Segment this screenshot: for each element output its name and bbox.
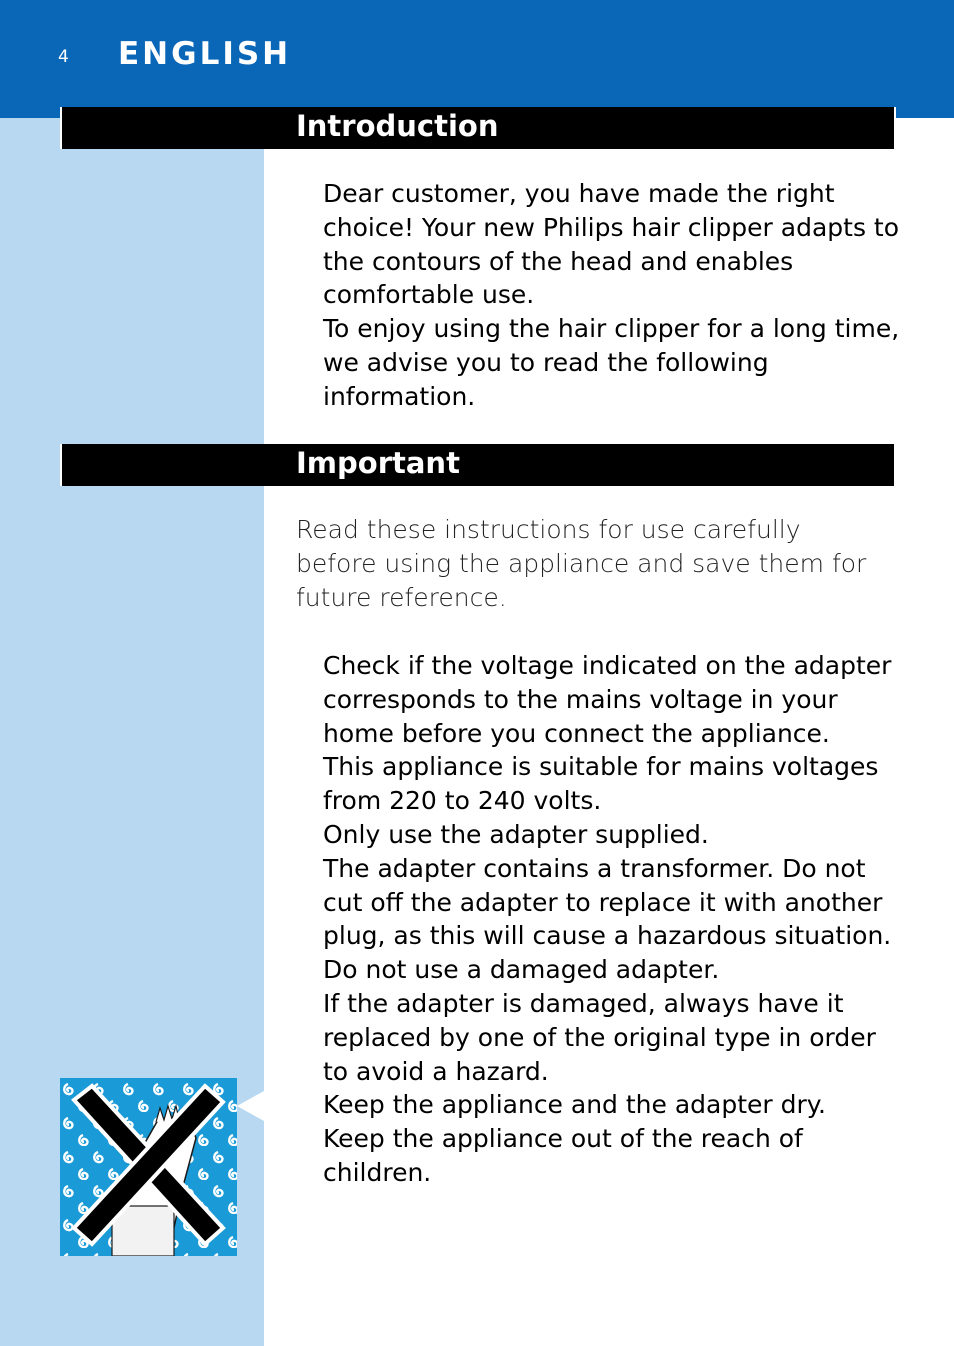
list-item: Do not use a damaged adapter. bbox=[323, 955, 720, 985]
section-title-introduction: Introduction bbox=[296, 109, 499, 143]
list-item: Only use the adapter supplied. bbox=[323, 819, 709, 849]
list-item: If the adapter is damaged, always have it replaced by one of the original type in order to avoid a hazard. bbox=[323, 988, 876, 1086]
list-item: The adapter contains a transformer. Do not cut off the adapter to replace it with another plug, as this will cause a hazardous situation. bbox=[323, 853, 892, 951]
important-lead: Read these instructions for use carefully before using the appliance and save them for future reference. bbox=[296, 515, 867, 612]
list-item: Keep the appliance out of the reach of children. bbox=[323, 1124, 803, 1187]
intro-paragraph: Dear customer, you have made the right choice! Your new Philips hair clipper adapts to the contours of the head and enables comfortable use. bbox=[323, 179, 900, 310]
no-water-hair-clipper-icon bbox=[60, 1078, 237, 1256]
intro-paragraph: To enjoy using the hair clipper for a long time, we advise you to read the following information. bbox=[323, 314, 900, 411]
introduction-text bbox=[323, 177, 903, 414]
language-title: ENGLISH bbox=[118, 36, 292, 72]
section-bar-introduction bbox=[60, 107, 896, 149]
page-number: 4 bbox=[58, 47, 69, 67]
important-list bbox=[323, 649, 903, 1190]
section-title-important: Important bbox=[296, 446, 460, 480]
section-bar-important bbox=[60, 444, 896, 486]
callout-pointer-icon bbox=[237, 1088, 265, 1128]
list-item: Keep the appliance and the adapter dry. bbox=[323, 1090, 826, 1120]
list-item: Check if the voltage indicated on the adapter corresponds to the mains voltage in your home before you connect the appliance. bbox=[323, 651, 892, 748]
list-item: This appliance is suitable for mains voltages from 220 to 240 volts. bbox=[323, 752, 879, 816]
